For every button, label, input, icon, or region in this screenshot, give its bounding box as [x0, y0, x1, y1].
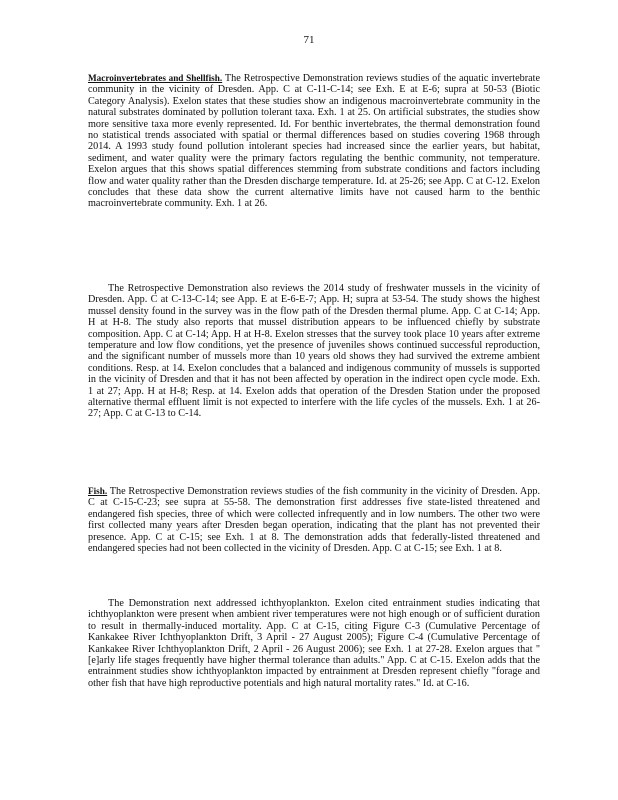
paragraph-text: The Retrospective Demonstration reviews studies of the aquatic invertebrate community in the vicinity of Dresden. App. C at C-11-C-14; see Exh. E at E-6; supra at 50-53 (Biotic Category Analysis). Exelon states that these studies show an indigenous macroinvertebrate community in the natural substrates dominated by pollution tolerant taxa. Exh. 1 at 25. On artificial substrates, the studies show more sensitive taxa more evenly represented. Id. For benthic invertebrates, the thermal demonstration found no statistical trends associated with spatial or thermal differences based on studies covering 1968 through 2014. A 1993 study found pollution intolerant species had increased since the earlier years, but habitat, sediment, and water quality were the primary factors regulating the benthic community, not temperature. Exelon argues that this shows spatial differences stemming from substrate conditions and factors including flow and water quality rather than the Dresden discharge temperature. Id. at 25-26; see App. C at C-12. Exelon concludes that these data show the current alternative limits have not caused harm to the benthic macroinvertebrate community. Exh. 1 at 26.	[88, 73, 540, 210]
page-number: 71	[303, 34, 315, 46]
paragraph-text: The Retrospective Demonstration reviews studies of the fish community in the vicinity of Dresden. App. C at C-15-C-23; see supra at 55-58. The demonstration first addresses five state-listed threatened and endangered fish species, three of which were collected infrequently and in low numbers. The other two were first collected many years after Dresden began operation, indicating that the plant has not prevented their presence. App. C at C-15; see Exh. 1 at 8. The demonstration adds that federally-listed threatened and endangered species had not been collected in the vicinity of Dresden. App. C at C-15; see Exh. 1 at 8.	[88, 486, 540, 555]
section-heading-fish: Fish.	[88, 486, 108, 496]
section-heading-macroinvertebrates: Macroinvertebrates and Shellfish.	[88, 73, 223, 83]
paragraph-mussels	[88, 283, 540, 420]
paragraph-ichthyoplankton	[88, 598, 540, 689]
paragraph-macroinvertebrates	[88, 73, 540, 210]
paragraph-fish	[88, 486, 540, 554]
paragraph-text: The Retrospective Demonstration also reviews the 2014 study of freshwater mussels in the vicinity of Dresden. App. C at C-13-C-14; see App. E at E-6-E-7; App. H; supra at 53-54. The study shows the highest mussel density found in the survey was in the flow path of the Dresden thermal plume. App. C at C-14; App. H at H-8. The study also reports that mussel distribution appears to be influenced chiefly by substrate composition. App. C at C-14; App. H at H-8. Exelon stresses that the survey took place 10 years after extreme temperature and low flow conditions, yet the presence of juveniles shows continued successful reproduction, and the significant number of mussels more than 10 years old shows they had survived the extreme ambient conditions. Resp. at 14. Exelon concludes that a balanced and indigenous community of mussels is supported in the vicinity of Dresden and that it has not been affected by operation in the indirect open cycle mode. Exh. 1 at 27; App. H at H-8; Resp. at 14. Exelon adds that operation of the Dresden Station under the proposed alternative thermal effluent limit is not expected to interfere with the life cycles of the mussels. Exh. 1 at 26-27; App. C at C-13 to C-14.	[88, 283, 540, 420]
paragraph-text: The Demonstration next addressed ichthyoplankton. Exelon cited entrainment studies indicating that ichthyoplankton were present when ambient river temperatures were not high enough or of sufficient duration to result in thermally-induced mortality. App. C at C-15, citing Figure C-3 (Cumulative Percentage of Kankakee River Ichthyoplankton Drift, 3 April - 27 August 2005); Figure C-4 (Cumulative Percentage of Kankakee River Ichthyoplankton Drift, 2 April - 26 August 2006); see Exh. 1 at 27-28. Exelon argues that "[e]arly life stages frequently have higher thermal tolerance than adults." App. C at C-15. Exelon adds that the entrainment studies show ichthyoplankton impacted by entrainment at Dresden represent chiefly "forage and other fish that have high reproductive potentials and high natural mortality rates." Id. at C-16.	[88, 598, 540, 689]
